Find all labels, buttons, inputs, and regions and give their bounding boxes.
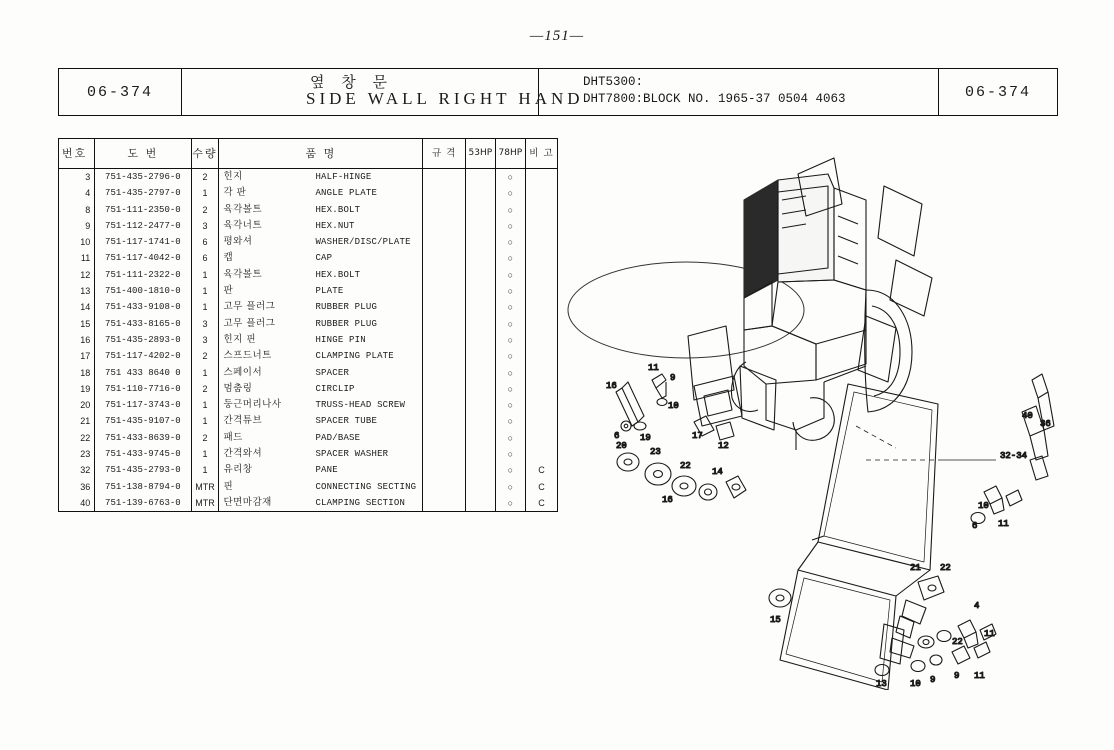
cell-78hp: ○ (495, 446, 525, 462)
table-header-row (59, 139, 557, 169)
table-row (59, 202, 557, 218)
cell-no: 20 (59, 397, 95, 413)
part-name-korean: 육각볼트 (223, 203, 263, 215)
cell-no: 32 (59, 462, 95, 478)
cell-spec (423, 218, 465, 234)
svg-text:9: 9 (670, 373, 676, 383)
part-name-korean: 캡 (223, 252, 234, 264)
cell-53hp (465, 430, 495, 446)
part-name-english: HINGE PIN (315, 334, 366, 345)
cell-53hp (465, 185, 495, 201)
table-row (59, 218, 557, 234)
part-name-korean: 평와셔 (223, 236, 253, 248)
cell-78hp: ○ (495, 234, 525, 250)
table-row (59, 446, 557, 462)
table-row (59, 348, 557, 364)
table-row (59, 413, 557, 429)
cell-no: 15 (59, 316, 95, 332)
cell-part-name (219, 218, 423, 234)
svg-text:6: 6 (972, 521, 978, 531)
svg-text:16: 16 (662, 495, 673, 505)
table-row (59, 381, 557, 397)
cell-no: 18 (59, 365, 95, 381)
hinge-pin-group (616, 374, 667, 431)
svg-text:14: 14 (712, 467, 723, 477)
cell-drawing-number: 751-400-1810-0 (95, 283, 191, 299)
part-name-english: HEX.BOLT (315, 269, 361, 280)
cell-no: 10 (59, 234, 95, 250)
svg-text:13: 13 (876, 679, 887, 689)
svg-text:10: 10 (668, 401, 679, 411)
cell-53hp (465, 348, 495, 364)
part-name-english: SPACER TUBE (315, 416, 378, 427)
cell-drawing-number: 751-111-2350-0 (95, 202, 191, 218)
cell-remark (525, 185, 557, 201)
table-row (59, 283, 557, 299)
col-header-remark: 비 고 (525, 139, 557, 169)
part-name-korean: 고무 플러그 (223, 317, 276, 329)
cell-remark (525, 348, 557, 364)
col-header-spec: 규 격 (423, 139, 465, 169)
table-row (59, 185, 557, 201)
cell-part-name (219, 495, 423, 511)
cell-spec (423, 446, 465, 462)
cell-no: 8 (59, 202, 95, 218)
header-code-left: 06-374 (59, 69, 182, 115)
cell-remark: C (538, 481, 545, 492)
part-name-korean: 핀 (223, 480, 234, 492)
cell-drawing-number: 751-138-8794-0 (95, 479, 191, 495)
main-glass-pane (780, 384, 996, 690)
col-header-53hp: 53HP (465, 139, 495, 169)
cell-spec (423, 169, 465, 186)
svg-text:15: 15 (770, 615, 781, 625)
cell-78hp: ○ (495, 479, 525, 495)
cell-spec (423, 413, 465, 429)
cell-78hp: ○ (495, 316, 525, 332)
svg-text:6: 6 (614, 431, 620, 441)
cell-remark (525, 283, 557, 299)
part-name-english: ANGLE PLATE (315, 188, 378, 199)
cell-no: 14 (59, 299, 95, 315)
svg-text:22: 22 (680, 461, 691, 471)
part-name-korean: 스프드너트 (223, 350, 272, 362)
cell-78hp: ○ (495, 299, 525, 315)
cell-no: 17 (59, 348, 95, 364)
cell-53hp (465, 202, 495, 218)
table-row (59, 234, 557, 250)
cell-53hp (465, 218, 495, 234)
cell-53hp (465, 283, 495, 299)
cell-remark (525, 169, 557, 186)
cell-78hp: ○ (495, 283, 525, 299)
svg-text:9: 9 (954, 671, 960, 681)
cell-spec (423, 348, 465, 364)
cell-part-name (219, 169, 423, 186)
cell-78hp: ○ (495, 381, 525, 397)
col-header-dwg: 도 번 (95, 139, 191, 169)
part-name-english: CLAMPING SECTION (315, 497, 406, 508)
cell-part-name (219, 446, 423, 462)
col-header-name: 품 명 (219, 139, 423, 169)
cell-spec (423, 202, 465, 218)
cell-no: 11 (59, 250, 95, 266)
tractor-cab-sketch (732, 174, 912, 450)
part-name-english: PLATE (315, 286, 344, 297)
part-name-korean: 판 (223, 285, 234, 297)
table-row (59, 365, 557, 381)
part-name-korean: 스페이서 (223, 366, 263, 378)
svg-text:21: 21 (910, 563, 921, 573)
cell-qty: 1 (191, 397, 219, 413)
table-row (59, 299, 557, 315)
cell-part-name (219, 234, 423, 250)
cell-spec (423, 283, 465, 299)
cell-78hp: ○ (495, 267, 525, 283)
cell-drawing-number: 751-433-8165-0 (95, 316, 191, 332)
cell-drawing-number: 751-433-9745-0 (95, 446, 191, 462)
header-title-english: SIDE WALL RIGHT HAND (306, 89, 584, 108)
cell-78hp: ○ (495, 250, 525, 266)
svg-text:10: 10 (978, 501, 989, 511)
part-name-english: SPACER WASHER (315, 449, 389, 460)
cell-53hp (465, 365, 495, 381)
cell-spec (423, 495, 465, 511)
cell-part-name (219, 397, 423, 413)
svg-text:22: 22 (940, 563, 951, 573)
cell-53hp (465, 413, 495, 429)
part-name-korean: 육각너트 (223, 219, 263, 231)
svg-text:16: 16 (606, 381, 617, 391)
cell-remark (525, 316, 557, 332)
cell-remark (525, 365, 557, 381)
part-name-korean: 유리창 (223, 464, 253, 476)
cell-78hp: ○ (495, 348, 525, 364)
cell-spec (423, 299, 465, 315)
part-name-english: WASHER/DISC/PLATE (315, 237, 411, 248)
cell-53hp (465, 397, 495, 413)
header-bar (58, 68, 1058, 116)
cell-78hp: ○ (495, 413, 525, 429)
cell-53hp (465, 169, 495, 186)
part-name-korean: 단면마감재 (223, 496, 272, 508)
svg-text:17: 17 (692, 431, 703, 441)
table-row (59, 397, 557, 413)
table-row (59, 495, 557, 511)
cell-drawing-number: 751-435-2797-0 (95, 185, 191, 201)
svg-text:10: 10 (910, 679, 921, 689)
svg-text:11: 11 (648, 363, 659, 373)
svg-text:40: 40 (1022, 411, 1033, 421)
cell-no: 3 (59, 169, 95, 186)
cell-78hp: ○ (495, 332, 525, 348)
part-name-korean: 둥근머리나사 (223, 399, 282, 411)
cell-no: 16 (59, 332, 95, 348)
cell-qty: 1 (191, 267, 219, 283)
header-code-right: 06-374 (964, 83, 1031, 101)
col-header-no: 번호 (59, 139, 95, 169)
cell-qty: 2 (191, 169, 219, 186)
part-name-english: SPACER (315, 367, 350, 378)
cell-part-name (219, 348, 423, 364)
cell-53hp (465, 462, 495, 478)
part-name-english: CAP (315, 253, 333, 264)
svg-text:32-34: 32-34 (1000, 451, 1028, 461)
cell-part-name (219, 462, 423, 478)
cell-53hp (465, 234, 495, 250)
cell-qty: 2 (191, 348, 219, 364)
part-name-korean: 각 판 (223, 187, 247, 199)
cell-78hp: ○ (495, 397, 525, 413)
cell-remark (525, 413, 557, 429)
cell-part-name (219, 332, 423, 348)
svg-text:19: 19 (640, 433, 651, 443)
part-name-korean: 패드 (223, 431, 243, 443)
svg-text:4: 4 (974, 601, 980, 611)
cell-drawing-number: 751-112-2477-0 (95, 218, 191, 234)
cell-no: 22 (59, 430, 95, 446)
part-name-english: HEX.NUT (315, 220, 355, 231)
cell-drawing-number: 751-110-7716-0 (95, 381, 191, 397)
cell-remark: C (538, 465, 545, 476)
table-row (59, 169, 557, 186)
cell-53hp (465, 299, 495, 315)
cell-part-name (219, 283, 423, 299)
cell-no: 19 (59, 381, 95, 397)
cell-drawing-number: 751-111-2322-0 (95, 267, 191, 283)
cell-drawing-number: 751-117-4042-0 (95, 250, 191, 266)
header-title (182, 69, 584, 115)
cell-53hp (465, 495, 495, 511)
svg-text:9: 9 (930, 675, 936, 685)
cell-spec (423, 430, 465, 446)
model-line-1: DHT5300: (583, 75, 644, 89)
part-name-korean: 간격튜브 (223, 415, 263, 427)
cell-78hp: ○ (495, 495, 525, 511)
cell-remark (525, 381, 557, 397)
cell-spec (423, 234, 465, 250)
cell-qty: 2 (191, 430, 219, 446)
table-row (59, 267, 557, 283)
cell-spec (423, 462, 465, 478)
cell-no: 12 (59, 267, 95, 283)
cell-spec (423, 316, 465, 332)
cell-qty: MTR (191, 495, 219, 511)
svg-text:11: 11 (998, 519, 1009, 529)
cell-53hp (465, 381, 495, 397)
table-row (59, 479, 557, 495)
cell-no: 23 (59, 446, 95, 462)
lower-fastener-group (769, 486, 1022, 676)
cell-part-name (219, 413, 423, 429)
cell-53hp (465, 332, 495, 348)
cell-no: 9 (59, 218, 95, 234)
cell-qty: 1 (191, 462, 219, 478)
cell-qty: 3 (191, 316, 219, 332)
cell-part-name (219, 316, 423, 332)
header-title-korean: 옆 창 문 (310, 73, 394, 91)
cell-remark: C (538, 497, 545, 508)
cell-qty: 6 (191, 250, 219, 266)
cell-part-name (219, 299, 423, 315)
cell-part-name (219, 430, 423, 446)
cell-spec (423, 332, 465, 348)
part-name-english: CIRCLIP (315, 383, 355, 394)
table-row (59, 316, 557, 332)
cell-no: 21 (59, 413, 95, 429)
part-name-korean: 고무 플러그 (223, 301, 276, 313)
svg-text:23: 23 (650, 447, 661, 457)
cell-drawing-number: 751-433-8639-0 (95, 430, 191, 446)
table-row (59, 250, 557, 266)
cell-drawing-number: 751-435-2793-0 (95, 462, 191, 478)
cell-remark (525, 299, 557, 315)
cell-drawing-number: 751-117-4202-0 (95, 348, 191, 364)
cell-remark (525, 397, 557, 413)
cell-qty: 1 (191, 413, 219, 429)
part-name-english: CONNECTING SECTING (315, 481, 417, 492)
cell-qty: 1 (191, 283, 219, 299)
cell-qty: 3 (191, 218, 219, 234)
table-row (59, 462, 557, 478)
page-number: —151— (529, 28, 585, 44)
cell-drawing-number: 751 433 8640 0 (95, 365, 191, 381)
cell-part-name (219, 202, 423, 218)
cell-qty: 1 (191, 299, 219, 315)
cell-qty: 1 (191, 446, 219, 462)
cell-78hp: ○ (495, 169, 525, 186)
cell-qty: 3 (191, 332, 219, 348)
cell-qty: 2 (191, 202, 219, 218)
part-name-korean: 힌지 (223, 171, 243, 182)
cell-part-name (219, 250, 423, 266)
part-name-english: TRUSS-HEAD SCREW (315, 400, 406, 411)
cell-53hp (465, 267, 495, 283)
cell-78hp: ○ (495, 202, 525, 218)
cell-drawing-number: 751-435-9107-0 (95, 413, 191, 429)
cell-remark (525, 430, 557, 446)
cell-spec (423, 397, 465, 413)
parts-table (58, 138, 558, 512)
cell-remark (525, 234, 557, 250)
part-name-english: RUBBER PLUG (315, 318, 378, 329)
part-name-english: CLAMPING PLATE (315, 351, 394, 362)
cell-qty: 1 (191, 185, 219, 201)
cell-drawing-number: 751-117-1741-0 (95, 234, 191, 250)
cell-remark (525, 202, 557, 218)
cell-part-name (219, 267, 423, 283)
cell-drawing-number: 751-435-2893-0 (95, 332, 191, 348)
svg-text:20: 20 (616, 441, 627, 451)
part-name-korean: 힌지 핀 (223, 333, 257, 345)
cell-part-name (219, 381, 423, 397)
svg-text:11: 11 (974, 671, 985, 681)
part-name-korean: 육각볼트 (223, 268, 263, 280)
cell-spec (423, 365, 465, 381)
part-name-english: PAD/BASE (315, 432, 361, 443)
cell-53hp (465, 250, 495, 266)
part-name-english: HEX.BOLT (315, 204, 361, 215)
cell-no: 36 (59, 479, 95, 495)
svg-text:12: 12 (718, 441, 729, 451)
cell-78hp: ○ (495, 365, 525, 381)
cell-53hp (465, 446, 495, 462)
col-header-78hp: 78HP (495, 139, 525, 169)
cell-78hp: ○ (495, 430, 525, 446)
col-header-qty: 수량 (191, 139, 219, 169)
table-row (59, 430, 557, 446)
cell-remark (525, 218, 557, 234)
cell-spec (423, 479, 465, 495)
cell-drawing-number: 751-433-9108-0 (95, 299, 191, 315)
exploded-view-illustration (566, 130, 1106, 690)
cell-qty: 2 (191, 381, 219, 397)
cell-78hp: ○ (495, 218, 525, 234)
cell-no: 4 (59, 185, 95, 201)
part-name-korean: 간격와셔 (223, 448, 263, 460)
table-row (59, 332, 557, 348)
part-name-english: PANE (315, 465, 338, 476)
cell-no: 13 (59, 283, 95, 299)
cell-53hp (465, 316, 495, 332)
model-line-2: DHT7800:BLOCK NO. 1965-37 0504 4063 (583, 92, 846, 106)
header-model-block (539, 69, 939, 115)
cell-no: 40 (59, 495, 95, 511)
cell-qty: 1 (191, 365, 219, 381)
cell-remark (525, 267, 557, 283)
cell-78hp: ○ (495, 185, 525, 201)
cell-part-name (219, 365, 423, 381)
cell-qty: MTR (191, 479, 219, 495)
cell-qty: 6 (191, 234, 219, 250)
cell-drawing-number: 751-117-3743-0 (95, 397, 191, 413)
cell-spec (423, 381, 465, 397)
part-name-english: RUBBER PLUG (315, 302, 378, 313)
cell-remark (525, 446, 557, 462)
svg-text:11: 11 (984, 629, 995, 639)
part-name-english: HALF-HINGE (315, 172, 372, 182)
cell-remark (525, 250, 557, 266)
cell-remark (525, 332, 557, 348)
cell-spec (423, 250, 465, 266)
cell-drawing-number: 751-435-2796-0 (95, 169, 191, 186)
cell-53hp (465, 479, 495, 495)
svg-text:36: 36 (1040, 419, 1051, 429)
cell-78hp: ○ (495, 462, 525, 478)
cell-spec (423, 185, 465, 201)
svg-text:22: 22 (952, 637, 963, 647)
cell-spec (423, 267, 465, 283)
cell-part-name (219, 185, 423, 201)
cell-part-name (219, 479, 423, 495)
part-name-korean: 멈춤링 (223, 382, 253, 394)
cell-drawing-number: 751-139-6763-0 (95, 495, 191, 511)
